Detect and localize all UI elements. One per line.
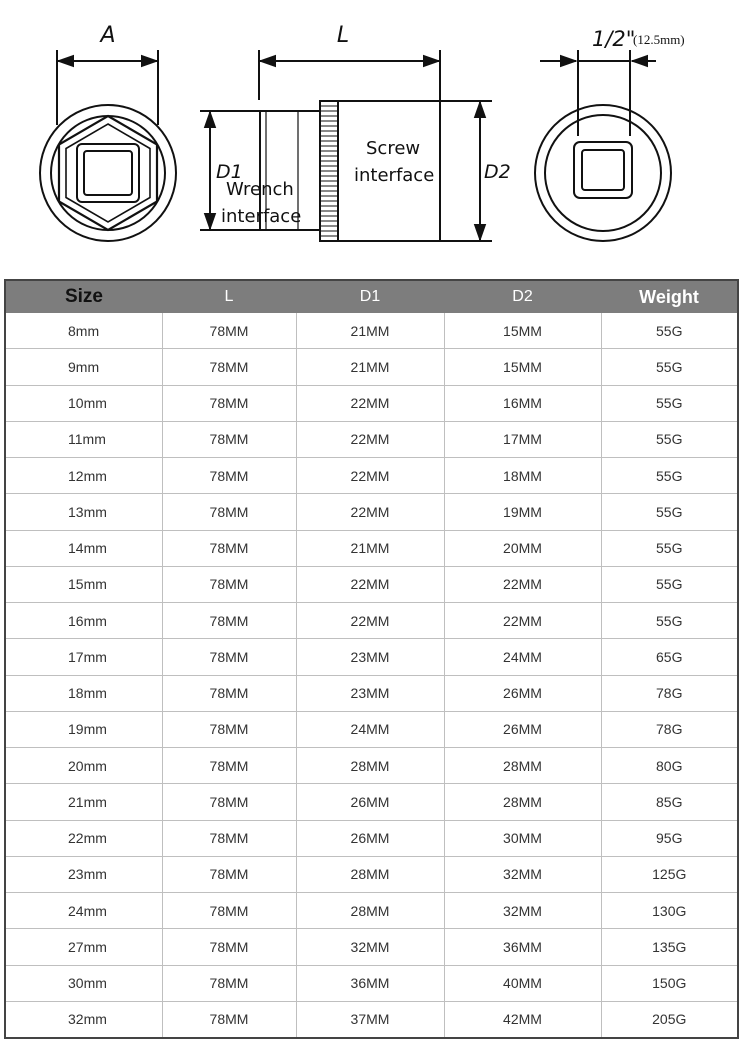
cell-l: 78MM — [162, 856, 296, 892]
cell-l: 78MM — [162, 748, 296, 784]
cell-l: 78MM — [162, 349, 296, 385]
cell-weight: 55G — [601, 530, 738, 566]
cell-d2: 32MM — [444, 856, 601, 892]
cell-size: 18mm — [5, 675, 162, 711]
socket-dimension-diagram — [0, 0, 740, 270]
cell-l: 78MM — [162, 421, 296, 457]
cell-size: 11mm — [5, 421, 162, 457]
table-body — [5, 313, 738, 1038]
cell-d1: 28MM — [296, 856, 444, 892]
cell-d2: 20MM — [444, 530, 601, 566]
table-row — [5, 965, 738, 1001]
table-header-row — [5, 280, 738, 313]
cell-d1: 36MM — [296, 965, 444, 1001]
cell-size: 23mm — [5, 856, 162, 892]
cell-size: 17mm — [5, 639, 162, 675]
cell-d2: 42MM — [444, 1001, 601, 1038]
cell-d1: 23MM — [296, 675, 444, 711]
table-row — [5, 494, 738, 530]
table-row — [5, 603, 738, 639]
cell-d1: 28MM — [296, 893, 444, 929]
cell-d1: 24MM — [296, 711, 444, 747]
cell-d1: 22MM — [296, 458, 444, 494]
cell-d2: 15MM — [444, 349, 601, 385]
cell-d1: 21MM — [296, 313, 444, 349]
cell-d1: 32MM — [296, 929, 444, 965]
cell-weight: 55G — [601, 313, 738, 349]
cell-size: 16mm — [5, 603, 162, 639]
cell-d2: 17MM — [444, 421, 601, 457]
cell-d2: 19MM — [444, 494, 601, 530]
table-row — [5, 856, 738, 892]
cell-d2: 28MM — [444, 748, 601, 784]
drive-metric-label: (12.5mm) — [633, 32, 685, 47]
cell-d2: 26MM — [444, 675, 601, 711]
square-drive-end-view — [535, 50, 671, 241]
cell-d2: 24MM — [444, 639, 601, 675]
dimension-l-label: L — [336, 23, 350, 48]
cell-l: 78MM — [162, 893, 296, 929]
cell-weight: 125G — [601, 856, 738, 892]
cell-l: 78MM — [162, 1001, 296, 1038]
column-header-weight: Weight — [601, 280, 738, 313]
table-row — [5, 784, 738, 820]
cell-weight: 55G — [601, 494, 738, 530]
table-row — [5, 1001, 738, 1038]
cell-weight: 55G — [601, 603, 738, 639]
socket-size-table — [4, 279, 739, 1039]
cell-weight: 150G — [601, 965, 738, 1001]
table-row — [5, 711, 738, 747]
cell-size: 9mm — [5, 349, 162, 385]
cell-weight: 55G — [601, 421, 738, 457]
table-row — [5, 530, 738, 566]
cell-l: 78MM — [162, 639, 296, 675]
cell-weight: 95G — [601, 820, 738, 856]
dimension-a-label: A — [100, 23, 116, 48]
cell-size: 8mm — [5, 313, 162, 349]
cell-d1: 23MM — [296, 639, 444, 675]
wrench-interface-label-line1: Wrench — [226, 179, 294, 200]
cell-l: 78MM — [162, 603, 296, 639]
table-row — [5, 458, 738, 494]
cell-l: 78MM — [162, 494, 296, 530]
cell-size: 21mm — [5, 784, 162, 820]
cell-size: 12mm — [5, 458, 162, 494]
cell-l: 78MM — [162, 820, 296, 856]
cell-d2: 16MM — [444, 385, 601, 421]
cell-size: 14mm — [5, 530, 162, 566]
cell-weight: 55G — [601, 458, 738, 494]
column-header-d2: D2 — [444, 280, 601, 313]
cell-l: 78MM — [162, 784, 296, 820]
cell-weight: 55G — [601, 566, 738, 602]
cell-weight: 135G — [601, 929, 738, 965]
cell-d2: 28MM — [444, 784, 601, 820]
drive-size-label: 1/2" — [592, 27, 636, 51]
cell-d1: 26MM — [296, 784, 444, 820]
cell-l: 78MM — [162, 385, 296, 421]
cell-d2: 40MM — [444, 965, 601, 1001]
table-row — [5, 566, 738, 602]
dimension-d1-label: D1 — [216, 161, 243, 183]
cell-weight: 205G — [652, 1011, 687, 1028]
dimension-d2-label: D2 — [484, 161, 511, 183]
cell-size: 24mm — [5, 893, 162, 929]
cell-d1: 26MM — [296, 820, 444, 856]
cell-d1: 22MM — [296, 603, 444, 639]
column-header-l: L — [162, 280, 296, 313]
cell-d2: 18MM — [444, 458, 601, 494]
cell-weight: 78G — [601, 675, 738, 711]
cell-size: 22mm — [5, 820, 162, 856]
cell-l: 78MM — [162, 566, 296, 602]
table-row — [5, 639, 738, 675]
table-row — [5, 385, 738, 421]
table-row — [5, 675, 738, 711]
cell-d1: 28MM — [296, 748, 444, 784]
table-row — [5, 313, 738, 349]
cell-d2: 36MM — [444, 929, 601, 965]
cell-l: 78MM — [162, 313, 296, 349]
cell-d2: 30MM — [444, 820, 601, 856]
cell-size: 30mm — [5, 965, 162, 1001]
table-row — [5, 820, 738, 856]
cell-l: 78MM — [162, 675, 296, 711]
cell-d2: 32MM — [444, 893, 601, 929]
cell-l: 78MM — [162, 530, 296, 566]
cell-d1: 22MM — [296, 421, 444, 457]
cell-weight: 80G — [601, 748, 738, 784]
cell-size: 19mm — [5, 711, 162, 747]
cell-d1: 21MM — [296, 530, 444, 566]
cell-d2: 26MM — [444, 711, 601, 747]
cell-size: 15mm — [5, 566, 162, 602]
table-row — [5, 421, 738, 457]
cell-d1: 22MM — [296, 566, 444, 602]
cell-d1: 37MM — [296, 1001, 444, 1038]
cell-d1: 21MM — [296, 349, 444, 385]
cell-d1: 22MM — [296, 494, 444, 530]
cell-weight: 55G — [601, 349, 738, 385]
cell-weight: 78G — [601, 711, 738, 747]
table-row — [5, 748, 738, 784]
cell-d2: 22MM — [444, 603, 601, 639]
cell-d2: 15MM — [444, 313, 601, 349]
cell-size: 10mm — [5, 385, 162, 421]
column-header-size: Size — [5, 280, 162, 313]
knurl-lines — [320, 106, 338, 236]
cell-d2: 22MM — [444, 566, 601, 602]
cell-size: 13mm — [5, 494, 162, 530]
hex-end-view — [40, 50, 176, 241]
table-row — [5, 349, 738, 385]
table-row — [5, 929, 738, 965]
column-header-d1: D1 — [296, 280, 444, 313]
cell-size: 27mm — [5, 929, 162, 965]
table-row — [5, 893, 738, 929]
cell-size: 20mm — [5, 748, 162, 784]
screw-interface-label-line2: interface — [354, 165, 435, 186]
cell-size: 32mm — [5, 1001, 162, 1038]
cell-weight: 55G — [601, 385, 738, 421]
cell-l: 78MM — [162, 458, 296, 494]
screw-interface-label-line1: Screw — [366, 138, 421, 159]
cell-weight: 65G — [601, 639, 738, 675]
cell-weight: 130G — [601, 893, 738, 929]
cell-l: 78MM — [162, 965, 296, 1001]
wrench-interface-label-line2: interface — [221, 206, 302, 227]
cell-l: 78MM — [162, 929, 296, 965]
cell-d1: 22MM — [296, 385, 444, 421]
cell-l: 78MM — [162, 711, 296, 747]
cell-weight: 85G — [601, 784, 738, 820]
